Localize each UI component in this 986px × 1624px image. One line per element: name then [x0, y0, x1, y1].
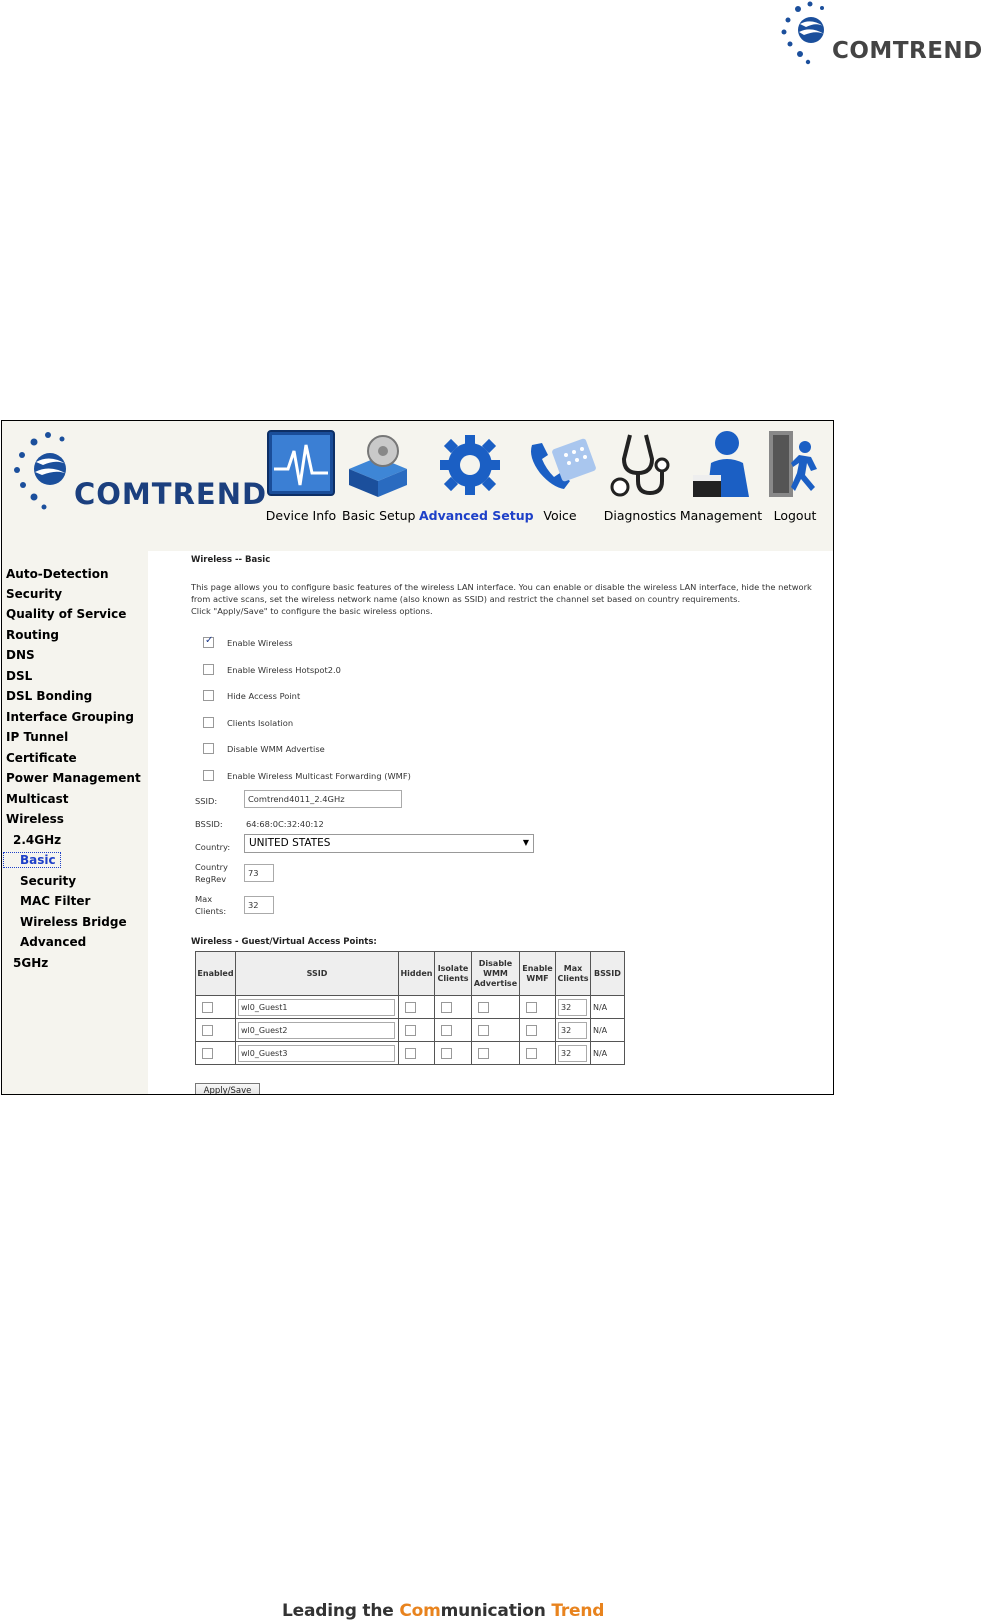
advanced-setup-icon	[432, 429, 508, 499]
guest-ap-title: Wireless - Guest/Virtual Access Points:	[191, 937, 377, 947]
guest-bssid: N/A	[593, 1025, 608, 1035]
col-disable-wmm: Disable WMM Advertise	[472, 952, 520, 996]
max-clients-label: Max Clients:	[195, 894, 227, 916]
sidebar-item-basic[interactable]: Basic	[3, 852, 61, 868]
sidebar-item-wireless-bridge[interactable]: Wireless Bridge	[20, 915, 127, 929]
enable-wireless-label: Enable Wireless	[227, 638, 293, 648]
sidebar-item-routing[interactable]: Routing	[6, 628, 60, 642]
col-enable-wmf: Enable WMF	[520, 952, 556, 996]
nav-diagnostics[interactable]: Diagnostics	[602, 421, 678, 551]
enable-hotspot-checkbox[interactable]	[203, 664, 214, 675]
nav-voice[interactable]: Voice	[524, 421, 596, 551]
page-title: Wireless -- Basic	[191, 555, 271, 565]
app-logo	[12, 427, 268, 517]
guest-bssid: N/A	[593, 1002, 608, 1012]
table-header-row	[196, 952, 625, 996]
guest-max-clients-input[interactable]: 32	[558, 1045, 587, 1062]
country-regrev-label: Country RegRev	[195, 862, 228, 884]
sidebar-item-advanced[interactable]: Advanced	[20, 935, 87, 949]
management-icon	[689, 429, 753, 499]
sidebar-item-mac-filter[interactable]: MAC Filter	[20, 894, 91, 908]
hide-access-point-checkbox[interactable]	[203, 690, 214, 701]
disable-wmm-label: Disable WMM Advertise	[227, 744, 325, 754]
hide-access-point-label: Hide Access Point	[227, 691, 301, 701]
ssid-input[interactable]: Comtrend4011_2.4GHz	[244, 790, 402, 808]
nav-device-info[interactable]: Device Info	[265, 421, 337, 551]
guest-wmm-checkbox[interactable]	[478, 1025, 489, 1036]
sidebar-item-wireless[interactable]: Wireless	[6, 812, 64, 826]
guest-wmf-checkbox[interactable]	[526, 1048, 537, 1059]
page-header-logo	[778, 0, 986, 66]
guest-wmm-checkbox[interactable]	[478, 1048, 489, 1059]
sidebar-item-24ghz[interactable]: 2.4GHz	[13, 833, 62, 847]
sidebar-item-5ghz[interactable]: 5GHz	[13, 956, 49, 970]
device-info-icon	[266, 429, 336, 499]
nav-basic-setup[interactable]: Basic Setup	[342, 421, 414, 551]
guest-isolate-checkbox[interactable]	[441, 1025, 452, 1036]
guest-enabled-checkbox[interactable]	[202, 1002, 213, 1013]
guest-wmf-checkbox[interactable]	[526, 1002, 537, 1013]
sidebar-item-interface-grouping[interactable]: Interface Grouping	[6, 710, 134, 724]
col-bssid: BSSID	[591, 952, 625, 996]
guest-max-clients-input[interactable]: 32	[558, 1022, 587, 1039]
bssid-value: 64:68:0C:32:40:12	[246, 819, 324, 829]
page-footer-tagline: Leading the Communication Trend	[282, 1601, 605, 1621]
guest-ssid-input[interactable]: wl0_Guest3	[238, 1045, 395, 1062]
col-isolate-clients: Isolate Clients	[435, 952, 472, 996]
top-navigation-bar	[2, 421, 833, 551]
sidebar-item-ip-tunnel[interactable]: IP Tunnel	[6, 730, 69, 744]
sidebar-item-auto-detection[interactable]: Auto-Detection	[6, 567, 109, 581]
sidebar-item-dns[interactable]: DNS	[6, 648, 35, 662]
sidebar-menu	[2, 551, 148, 1095]
bssid-label: BSSID:	[195, 819, 223, 829]
sidebar-item-certificate[interactable]: Certificate	[6, 751, 77, 765]
dropdown-arrow-icon: ▼	[522, 838, 529, 847]
enable-hotspot-label: Enable Wireless Hotspot2.0	[227, 665, 341, 675]
guest-wmf-checkbox[interactable]	[526, 1025, 537, 1036]
page-brand-text: COMTREND	[832, 38, 983, 64]
col-enabled: Enabled	[196, 952, 236, 996]
guest-enabled-checkbox[interactable]	[202, 1025, 213, 1036]
guest-wmm-checkbox[interactable]	[478, 1002, 489, 1013]
guest-isolate-checkbox[interactable]	[441, 1048, 452, 1059]
guest-hidden-checkbox[interactable]	[405, 1025, 416, 1036]
enable-wireless-checkbox[interactable]	[203, 637, 214, 648]
col-hidden: Hidden	[399, 952, 435, 996]
col-ssid: SSID	[236, 952, 399, 996]
sidebar-item-security[interactable]: Security	[6, 587, 63, 601]
nav-management[interactable]: Management	[679, 421, 763, 551]
guest-ssid-input[interactable]: wl0_Guest1	[238, 999, 395, 1016]
max-clients-input[interactable]: 32	[244, 896, 274, 914]
country-label: Country:	[195, 842, 231, 852]
voice-icon	[524, 429, 596, 499]
sidebar-item-power-management[interactable]: Power Management	[6, 771, 141, 785]
guest-hidden-checkbox[interactable]	[405, 1048, 416, 1059]
wireless-basic-panel	[148, 551, 833, 1095]
sidebar-item-dsl-bonding[interactable]: DSL Bonding	[6, 689, 93, 703]
nav-logout[interactable]: Logout	[764, 421, 826, 551]
ssid-label: SSID:	[195, 796, 218, 806]
diagnostics-icon	[610, 429, 670, 499]
disable-wmm-checkbox[interactable]	[203, 743, 214, 754]
guest-bssid: N/A	[593, 1048, 608, 1058]
logout-icon	[765, 429, 825, 499]
table-row	[196, 996, 625, 1019]
basic-setup-icon	[343, 429, 413, 499]
guest-enabled-checkbox[interactable]	[202, 1048, 213, 1059]
enable-wmf-checkbox[interactable]	[203, 770, 214, 781]
guest-ssid-input[interactable]: wl0_Guest2	[238, 1022, 395, 1039]
clients-isolation-label: Clients Isolation	[227, 718, 294, 728]
guest-ap-table	[195, 951, 625, 1065]
sidebar-item-multicast[interactable]: Multicast	[6, 792, 69, 806]
country-regrev-input[interactable]: 73	[244, 864, 274, 882]
guest-hidden-checkbox[interactable]	[405, 1002, 416, 1013]
sidebar-item-quality-of-service[interactable]: Quality of Service	[6, 607, 127, 621]
page-description: This page allows you to configure basic features of the wireless LAN interface. You can enable or disable the wireless LAN interface, hide the network from active scans, set the wireless network name (also known as SSID) and restrict the channel set based on country requirements. Click "Apply/Save" to configure the basic wireless options.	[191, 582, 812, 616]
table-row	[196, 1042, 625, 1065]
sidebar-item-wireless-security[interactable]: Security	[20, 874, 77, 888]
guest-isolate-checkbox[interactable]	[441, 1002, 452, 1013]
table-row	[196, 1019, 625, 1042]
enable-wmf-label: Enable Wireless Multicast Forwarding (WMF)	[227, 771, 411, 781]
router-ui-screenshot	[1, 420, 834, 1095]
comtrend-globe-icon	[778, 0, 838, 66]
app-brand-text: COMTREND	[74, 477, 268, 511]
nav-advanced-setup[interactable]: Advanced Setup	[419, 421, 521, 551]
apply-save-button[interactable]: Apply/Save	[195, 1083, 260, 1095]
country-select[interactable]: UNITED STATES ▼	[244, 834, 534, 853]
clients-isolation-checkbox[interactable]	[203, 717, 214, 728]
guest-max-clients-input[interactable]: 32	[558, 999, 587, 1016]
sidebar-item-dsl[interactable]: DSL	[6, 669, 33, 683]
col-max-clients: Max Clients	[556, 952, 591, 996]
comtrend-globe-icon	[12, 427, 82, 517]
